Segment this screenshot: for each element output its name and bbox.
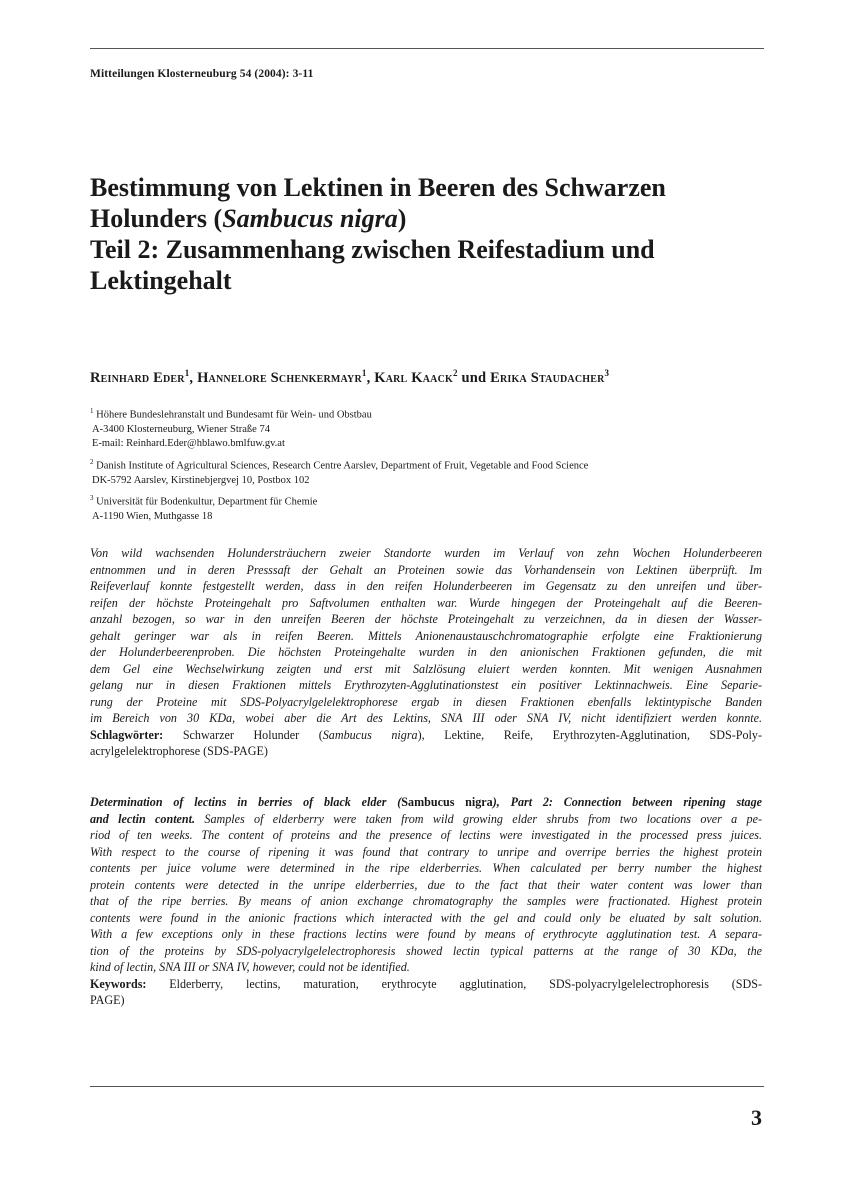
abstract-de-line: reifen der höchste Proteingehalt pro Saftvolumen enthalten war. Wurde hingegen der Proteingehalt auf die Beeren- bbox=[90, 595, 762, 610]
abstract-de-line: der Holunderbeerenproben. Die höchsten Proteingehalte wurden in den anionischen Fraktionen gefunden, die mit bbox=[90, 645, 762, 659]
page-number: 3 bbox=[751, 1105, 762, 1130]
abstract-en-line: tion of the proteins by SDS-polyacrylgelelectrophoresis showed lectin typical patterns at the range of 30 KDa, the bbox=[90, 943, 762, 958]
affiliation-1-line-1 bbox=[90, 404, 372, 423]
affiliation-3 bbox=[90, 491, 317, 524]
abstract-en-title-end: and lectin content. bbox=[90, 811, 196, 826]
affiliation-2 bbox=[90, 455, 588, 488]
affiliation-1-line-2: A-3400 Klosterneuburg, Wiener Straße 74 bbox=[92, 423, 270, 435]
keywords-de-label: Schlagwörter: bbox=[90, 727, 164, 742]
abstract-en-title-species: Sambucus nigra bbox=[401, 795, 493, 809]
abstract-de-line: gehalt geringer war als in reifen Beeren. Mittels Anionenaustauschchromatographie erfolgte eine Fraktionierung bbox=[90, 628, 762, 643]
top-rule bbox=[90, 48, 764, 49]
abstract-en-line: riod of ten weeks. The content of proteins and the presence of lectins were investigated in the processed press juices. bbox=[90, 828, 762, 842]
author-list: Reinhard Eder$^1$, Hannelore Schenkermayr$^1$, Karl Kaack$^2$ und Erika Staudacher$^3$ bbox=[90, 368, 610, 386]
affiliation-1-name: Höhere Bundeslehranstalt und Bundesamt für Wein- und Obstbau bbox=[96, 409, 372, 421]
abstract-en-line: kind of lectin, SNA III or SNA IV, however, could not be identified. bbox=[90, 960, 410, 974]
abstract-en-line: protein contents were detected in the unripe elderberries, due to the fact that their water content was lower than bbox=[90, 877, 762, 892]
author-3: Karl Kaack bbox=[374, 369, 453, 386]
abstract-de-line: gelang nur in diesen Fraktionen mittels Erythrozyten-Agglutinationstest ein positiver Lektinnachweis. Eine Separie- bbox=[90, 678, 762, 692]
author-4-affiliation: 3 bbox=[604, 368, 610, 378]
author-1: Reinhard Eder bbox=[90, 369, 185, 386]
abstract-en-title-part: Determination of lectins in berries of black elder ( bbox=[90, 795, 402, 809]
keywords-en-line-1 bbox=[90, 976, 762, 993]
abstract-en-line: contents per juice volume were determined in the ripe elderberries. When calculated per berry number the highest bbox=[90, 861, 762, 875]
affiliation-2-number: 2 bbox=[90, 458, 94, 466]
author-2: Hannelore Schenkermayr bbox=[197, 369, 362, 386]
abstract-de-line: Reifeverlauf konnte festgestellt werden, dass in den reifen Holunderbeeren im Gegensatz zu den unreifen und über- bbox=[90, 579, 762, 593]
affiliation-2-name: Danish Institute of Agricultural Sciences, Research Centre Aarslev, Department of Fruit, Vegetable and Food Science bbox=[96, 460, 589, 472]
title-line-2-end: ) bbox=[397, 204, 407, 233]
title-line-3: Teil 2: Zusammenhang zwischen Reifestadium und bbox=[90, 235, 655, 264]
abstract-en-title-part-end: ), Part 2: Connection between ripening stage bbox=[492, 795, 763, 809]
abstract-en-line: that of the ripe berries. By means of anion exchange chromatography the samples were fractionated. Highest protein bbox=[90, 894, 762, 908]
keywords-en-label: Keywords: bbox=[90, 976, 147, 991]
journal-citation: Mitteilungen Klosterneuburg 54 (2004): 3-11 bbox=[90, 68, 314, 80]
affiliation-1 bbox=[90, 404, 372, 451]
keywords-de-line-1 bbox=[90, 727, 762, 744]
author-3-affiliation: 2 bbox=[452, 368, 458, 378]
author-1-affiliation: 1 bbox=[184, 368, 190, 378]
bottom-rule bbox=[90, 1086, 764, 1087]
abstract-de-line: anzahl bezogen, so war in den unreifen Beeren der höchste Proteingehalt zu verzeichnen, da in diesen der Wasser- bbox=[90, 612, 762, 626]
author-4: Erika Staudacher bbox=[490, 369, 605, 386]
abstract-en-line: With a few exceptions only in these fractions lectins were found by means of erythrocyte agglutination test. A separa- bbox=[90, 927, 762, 941]
abstract-en-first-sentence: Samples of elderberry were taken from wild growing elder shrubs from two locations over a pe- bbox=[195, 811, 762, 826]
keywords-en-line-2: PAGE) bbox=[90, 993, 125, 1007]
affiliation-1-number: 1 bbox=[90, 407, 94, 415]
author-2-affiliation: 1 bbox=[361, 368, 367, 378]
title-line-4: Lektingehalt bbox=[90, 266, 232, 295]
keywords-en-text: Elderberry, lectins, maturation, erythrocyte agglutination, SDS-polyacrylgelelectrophoresis (SDS- bbox=[169, 976, 762, 991]
affiliation-3-name: Universität für Bodenkultur, Department für Chemie bbox=[96, 496, 318, 508]
title-line-1: Bestimmung von Lektinen in Beeren des Schwarzen bbox=[90, 173, 666, 202]
keywords-de-text: Schwarzer Holunder ( bbox=[182, 727, 323, 742]
abstract-en-line: contents were found in the anionic fractions which interacted with the gel and could only be eluated by salt solution. bbox=[90, 910, 762, 925]
keywords-de-line-2: acrylgelelektrophorese (SDS-PAGE) bbox=[90, 744, 268, 758]
author-conjunction: und bbox=[461, 369, 487, 386]
abstract-de-line: rung der Proteine mit SDS-Polyacrylgelelektrophorese ergab in diesen Fraktionen ebenfalls lektintypische Banden bbox=[90, 694, 762, 709]
abstract-german bbox=[90, 545, 762, 760]
abstract-de-line: im Bereich von 30 KDa, wobei aber die Art des Lektins, SNA III oder SNA IV, nicht identifiziert werden konnte. bbox=[90, 711, 762, 725]
title-line-2 bbox=[90, 203, 770, 234]
affiliation-2-line-2: DK-5792 Aarslev, Kirstinebjergvej 10, Postbox 102 bbox=[92, 474, 310, 486]
keywords-de-species: Sambucus nigra bbox=[322, 727, 418, 742]
abstract-en-line: With respect to the course of ripening it was found that contrary to unripe and overripe berries the highest protein bbox=[90, 844, 762, 859]
affiliation-1-email: E-mail: Reinhard.Eder@hblawo.bmlfuw.gv.at bbox=[92, 437, 285, 449]
abstract-de-line: Von wild wachsenden Holundersträuchern zweier Standorte wurden im Verlauf von zehn Wochen Holunderbeeren bbox=[90, 546, 762, 560]
affiliation-3-number: 3 bbox=[90, 494, 94, 502]
abstract-english bbox=[90, 794, 762, 1009]
abstract-en-title-line bbox=[90, 794, 762, 811]
affiliation-3-line-1 bbox=[90, 491, 317, 510]
abstract-en-line bbox=[90, 811, 762, 828]
abstract-de-line: dem Gel eine Wechselwirkung zeigten und erst mit Salzlösung eluiert werden konnten. Mit wenigen Ausnahmen bbox=[90, 661, 762, 676]
paper-title bbox=[90, 172, 770, 296]
keywords-de-text-end: ), Lektine, Reife, Erythrozyten-Agglutination, SDS-Poly- bbox=[417, 727, 762, 742]
abstract-de-line: entnommen und in deren Presssaft der Gehalt an Proteinen sowie das Vorhandensein von Lektinen überprüft. Im bbox=[90, 562, 762, 577]
affiliation-3-line-2: A-1190 Wien, Muthgasse 18 bbox=[92, 510, 213, 522]
title-line-2-text: Holunders ( bbox=[90, 204, 223, 233]
affiliation-2-line-1 bbox=[90, 455, 588, 474]
title-species-name: Sambucus nigra bbox=[222, 204, 398, 233]
